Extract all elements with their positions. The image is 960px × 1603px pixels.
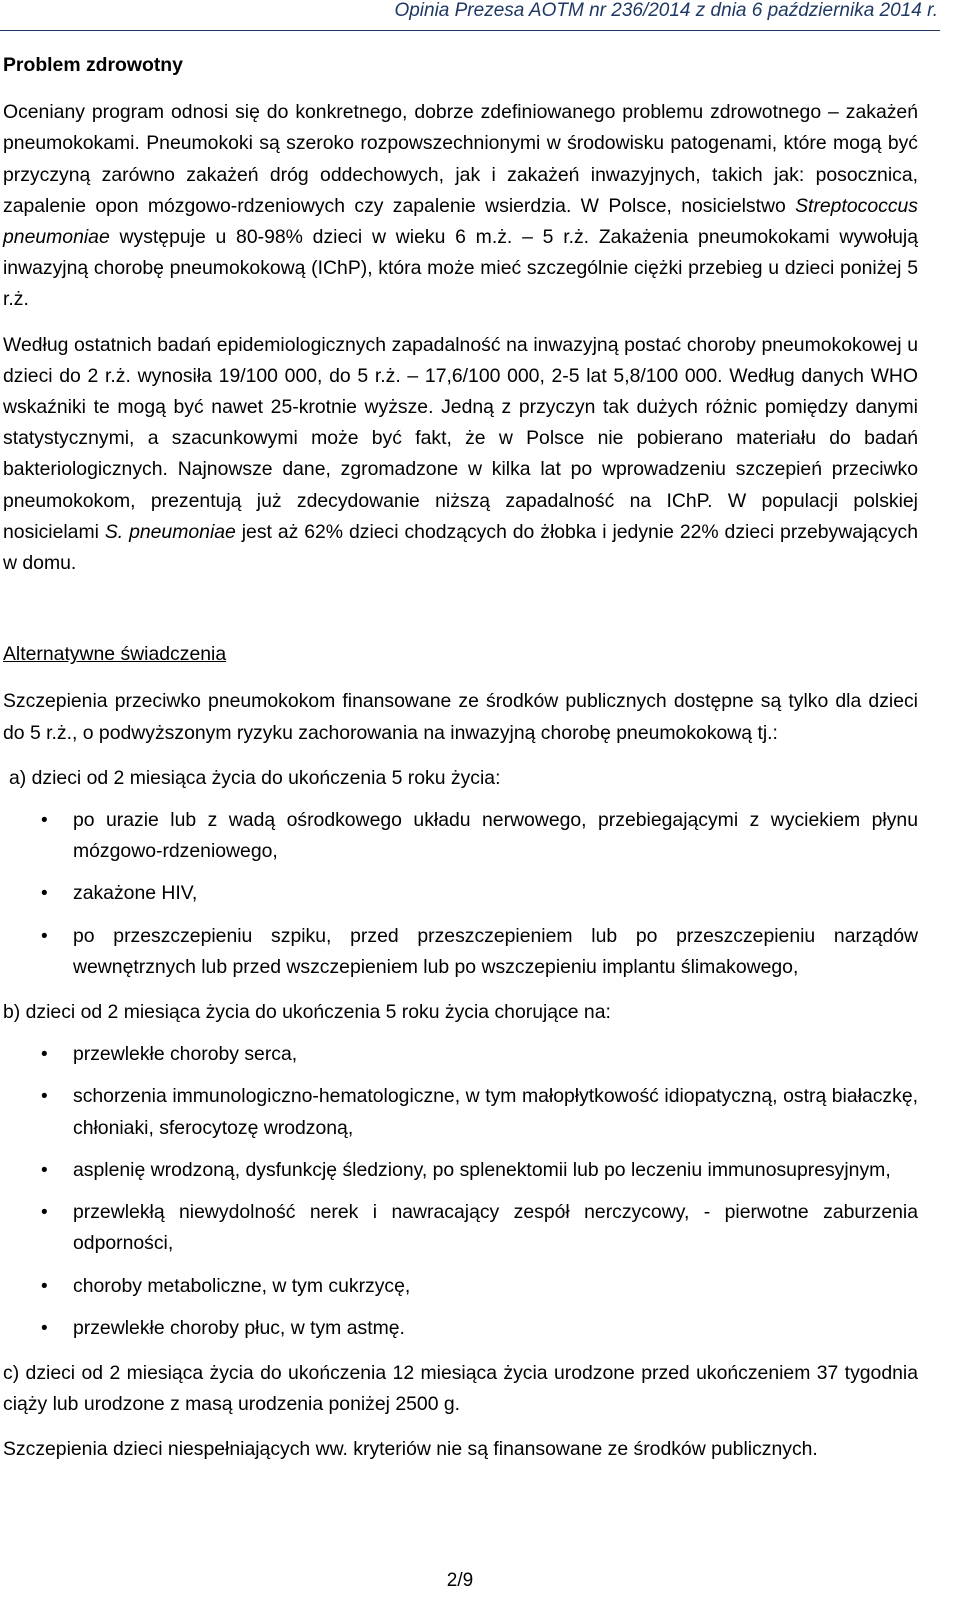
bullet-icon: •: [41, 1317, 48, 1339]
paragraph-problem-2: [3, 330, 918, 580]
list-item-text: schorzenia immunologiczno-hematologiczne, w tym małopłytkowość idiopatyczną, ostrą białaczkę, chłoniaki, sferocytozę wrodzoną,: [73, 1085, 918, 1139]
paragraph-text: Według ostatnich badań epidemiologicznych zapadalność na inwazyjną postać choroby pneumokokowej u dzieci do 2 r.ż. wynosiła 19/100 000, do 5 r.ż. – 17,6/100 000, 2-5 lat 5,8/100 000. Według danych WHO wskaźniki te mogą być nawet 25-krotnie wyższe. Jedną z przyczyn tak dużych różnic pomiędzy danymi statystycznymi, a szacunkowymi może być fakt, że w Polsce nie pobierano materiału do badań bakteriologicznych. Najnowsze dane, zgromadzone w kilka lat po wprowadzeniu szczepień przeciwko pneumokokom, prezentują już zdecydowanie niższą zapadalność na IChP. W populacji polskiej nosicielami: [3, 333, 918, 543]
list-item: [3, 805, 918, 867]
group-a-list: [3, 805, 918, 983]
list-item: [3, 1155, 918, 1186]
paragraph-closing: Szczepienia dzieci niespełniających ww. kryteriów nie są finansowane ze środków publicznych.: [3, 1438, 818, 1461]
list-item-text: po przeszczepieniu szpiku, przed przeszczepieniem lub po przeszczepieniu narządów wewnętrznych lub przed wszczepieniem lub po wszczepieniu implantu ślimakowego,: [73, 924, 918, 978]
paragraph-alternatives-intro: Szczepienia przeciwko pneumokokom finansowane ze środków publicznych dostępne są tylko dla dzieci do 5 r.ż., o podwyższonym ryzyku zachorowania na inwazyjną chorobę pneumokokową tj.:: [3, 690, 918, 744]
page-header: Opinia Prezesa AOTM nr 236/2014 z dnia 6 października 2014 r.: [394, 0, 938, 21]
list-item: [3, 1313, 918, 1344]
list-item-text: przewlekłą niewydolność nerek i nawracający zespół nerczycowy, - pierwotne zaburzenia odporności,: [73, 1201, 918, 1255]
bullet-icon: •: [41, 810, 48, 832]
paragraph-text: jest aż 62% dzieci chodzących do żłobka i jedynie 22% dzieci przebywających w domu.: [3, 520, 918, 575]
paragraph-problem-1: [3, 97, 918, 315]
group-b-list: [3, 1039, 918, 1344]
list-item: [3, 1197, 918, 1259]
list-item: [3, 921, 918, 983]
list-item-text: przewlekłe choroby płuc, w tym astmę.: [73, 1316, 405, 1339]
list-item: [3, 1271, 918, 1302]
section-heading-alternatives: Alternatywne świadczenia: [3, 643, 227, 666]
page-number: 2/9: [446, 1570, 474, 1591]
list-item-text: choroby metaboliczne, w tym cukrzycę,: [73, 1274, 411, 1297]
bullet-icon: •: [41, 1275, 48, 1297]
list-item-text: po urazie lub z wadą ośrodkowego układu nerwowego, przebiegającymi z wyciekiem płynu mózgowo-rdzeniowego,: [73, 809, 918, 863]
bullet-icon: •: [41, 1202, 48, 1224]
header-rule: [0, 30, 940, 31]
species-name: S. pneumoniae: [104, 520, 236, 543]
list-item-text: asplenię wrodzoną, dysfunkcję śledziony, po splenektomii lub po leczeniu immunosupresyjnym,: [73, 1158, 891, 1181]
bullet-icon: •: [41, 1086, 48, 1108]
bullet-icon: •: [41, 1159, 48, 1181]
list-item: [3, 1081, 918, 1143]
document-body: [3, 50, 918, 1466]
group-b-label: b) dzieci od 2 miesiąca życia do ukończenia 5 roku życia chorujące na:: [3, 1001, 611, 1024]
group-a-label: a) dzieci od 2 miesiąca życia do ukończenia 5 roku życia:: [9, 766, 501, 789]
list-item: [3, 878, 918, 909]
species-name: Streptococcus pneumoniae: [3, 194, 918, 249]
bullet-icon: •: [41, 1044, 48, 1066]
group-c-paragraph: c) dzieci od 2 miesiąca życia do ukończenia 12 miesiąca życia urodzone przed ukończeniem 37 tygodnia ciąży lub urodzone z masą urodzenia poniżej 2500 g.: [3, 1361, 918, 1416]
list-item: [3, 1039, 918, 1070]
paragraph-text: występuje u 80-98% dzieci w wieku 6 m.ż. – 5 r.ż. Zakażenia pneumokokami wywołują inwazyjną chorobę pneumokokową (IChP), która może mieć szczególnie ciężki przebieg u dzieci poniżej 5 r.ż.: [3, 226, 918, 311]
bullet-icon: •: [41, 925, 48, 947]
section-heading-problem: Problem zdrowotny: [3, 54, 183, 76]
paragraph-text: Oceniany program odnosi się do konkretnego, dobrze zdefiniowanego problemu zdrowotnego – zakażeń pneumokokami. Pneumokoki są szeroko rozpowszechnionymi w środowisku patogenami, które mogą być przyczyną zarówno zakażeń dróg oddechowych, jak i zakażeń inwazyjnych, takich jak: posocznica, zapalenie opon mózgowo-rdzeniowych czy zapalenie wsierdzia. W Polsce, nosicielstwo: [3, 101, 918, 217]
list-item-text: zakażone HIV,: [73, 882, 198, 905]
bullet-icon: •: [41, 883, 48, 905]
list-item-text: przewlekłe choroby serca,: [73, 1043, 298, 1066]
